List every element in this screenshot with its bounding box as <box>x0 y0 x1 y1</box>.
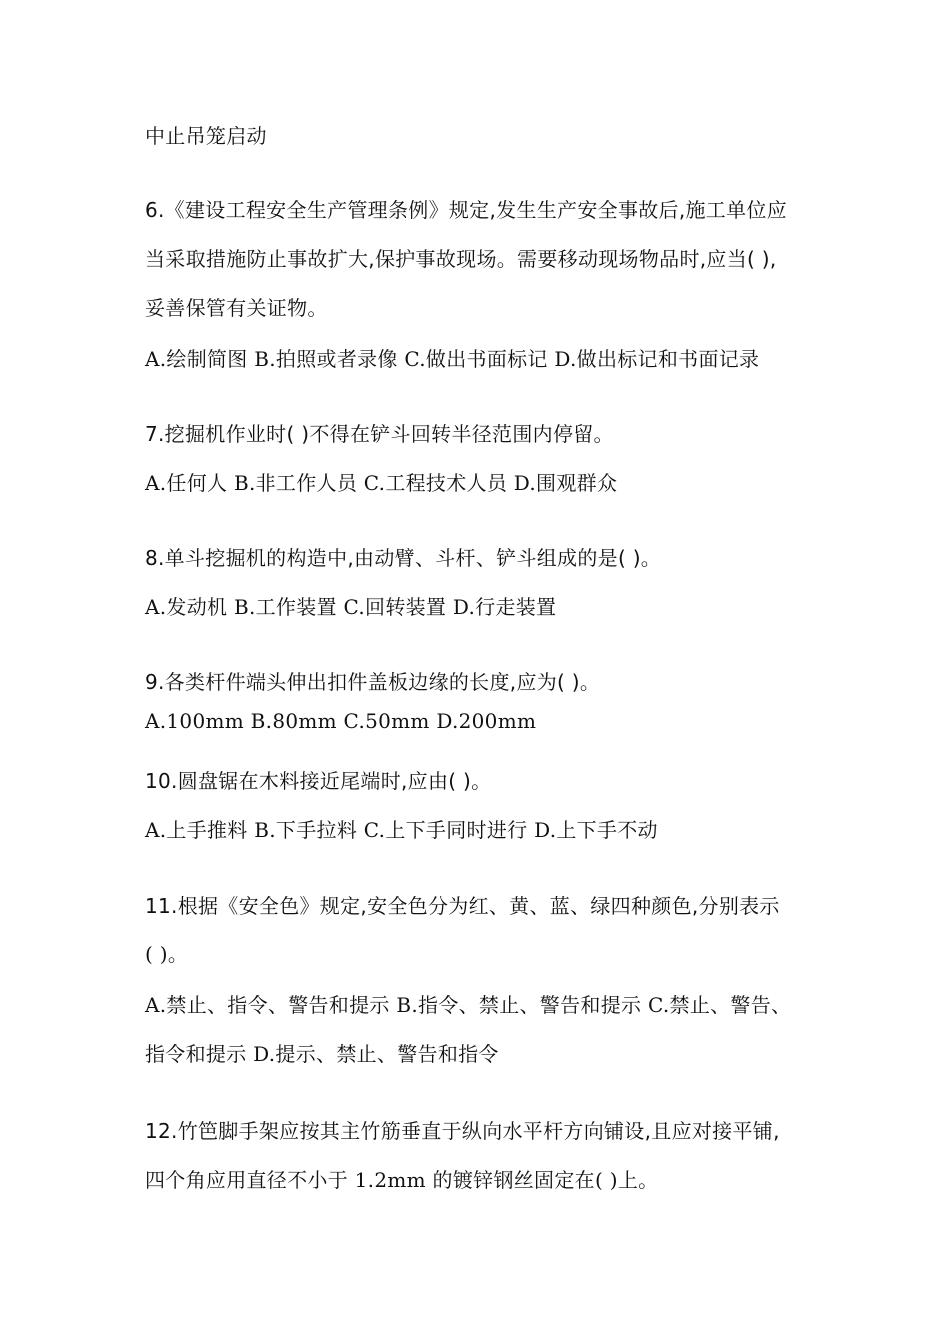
question-11-options-line-2: 指令和提示 D.提示、禁止、警告和指令 <box>145 1042 499 1066</box>
question-6-line-2: 当采取措施防止事故扩大,保护事故现场。需要移动现场物品时,应当( ), <box>145 247 777 271</box>
question-9-options: A.100mm B.80mm C.50mm D.200mm <box>145 709 537 733</box>
question-10-options: A.上手推料 B.下手拉料 C.上下手同时进行 D.上下手不动 <box>145 818 658 842</box>
question-11-options-line-1: A.禁止、指令、警告和提示 B.指令、禁止、警告和提示 C.禁止、警告、 <box>145 993 792 1017</box>
question-12-line-2: 四个角应用直径不小于 1.2mm 的镀锌钢丝固定在( )上。 <box>145 1168 659 1192</box>
question-6-options: A.绘制简图 B.拍照或者录像 C.做出书面标记 D.做出标记和书面记录 <box>145 347 760 371</box>
question-7-options: A.任何人 B.非工作人员 C.工程技术人员 D.围观群众 <box>145 471 618 495</box>
question-8: 8.单斗挖掘机的构造中,由动臂、斗杆、铲斗组成的是( )。 <box>145 546 662 570</box>
question-11-line-2: ( )。 <box>145 942 189 966</box>
question-12-line-1: 12.竹笆脚手架应按其主竹筋垂直于纵向水平杆方向铺设,且应对接平铺, <box>145 1119 780 1143</box>
question-11-line-1: 11.根据《安全色》规定,安全色分为红、黄、蓝、绿四种颜色,分别表示 <box>145 894 780 918</box>
question-10: 10.圆盘锯在木料接近尾端时,应由( )。 <box>145 769 492 793</box>
question-8-options: A.发动机 B.工作装置 C.回转装置 D.行走装置 <box>145 595 557 619</box>
text-line: 中止吊笼启动 <box>145 124 267 148</box>
question-6-line-1: 6.《建设工程安全生产管理条例》规定,发生生产安全事故后,施工单位应 <box>145 198 787 222</box>
question-7: 7.挖掘机作业时( )不得在铲斗回转半径范围内停留。 <box>145 422 614 446</box>
question-6-line-3: 妥善保管有关证物。 <box>145 296 328 320</box>
question-9: 9.各类杆件端头伸出扣件盖板边缘的长度,应为( )。 <box>145 670 601 694</box>
